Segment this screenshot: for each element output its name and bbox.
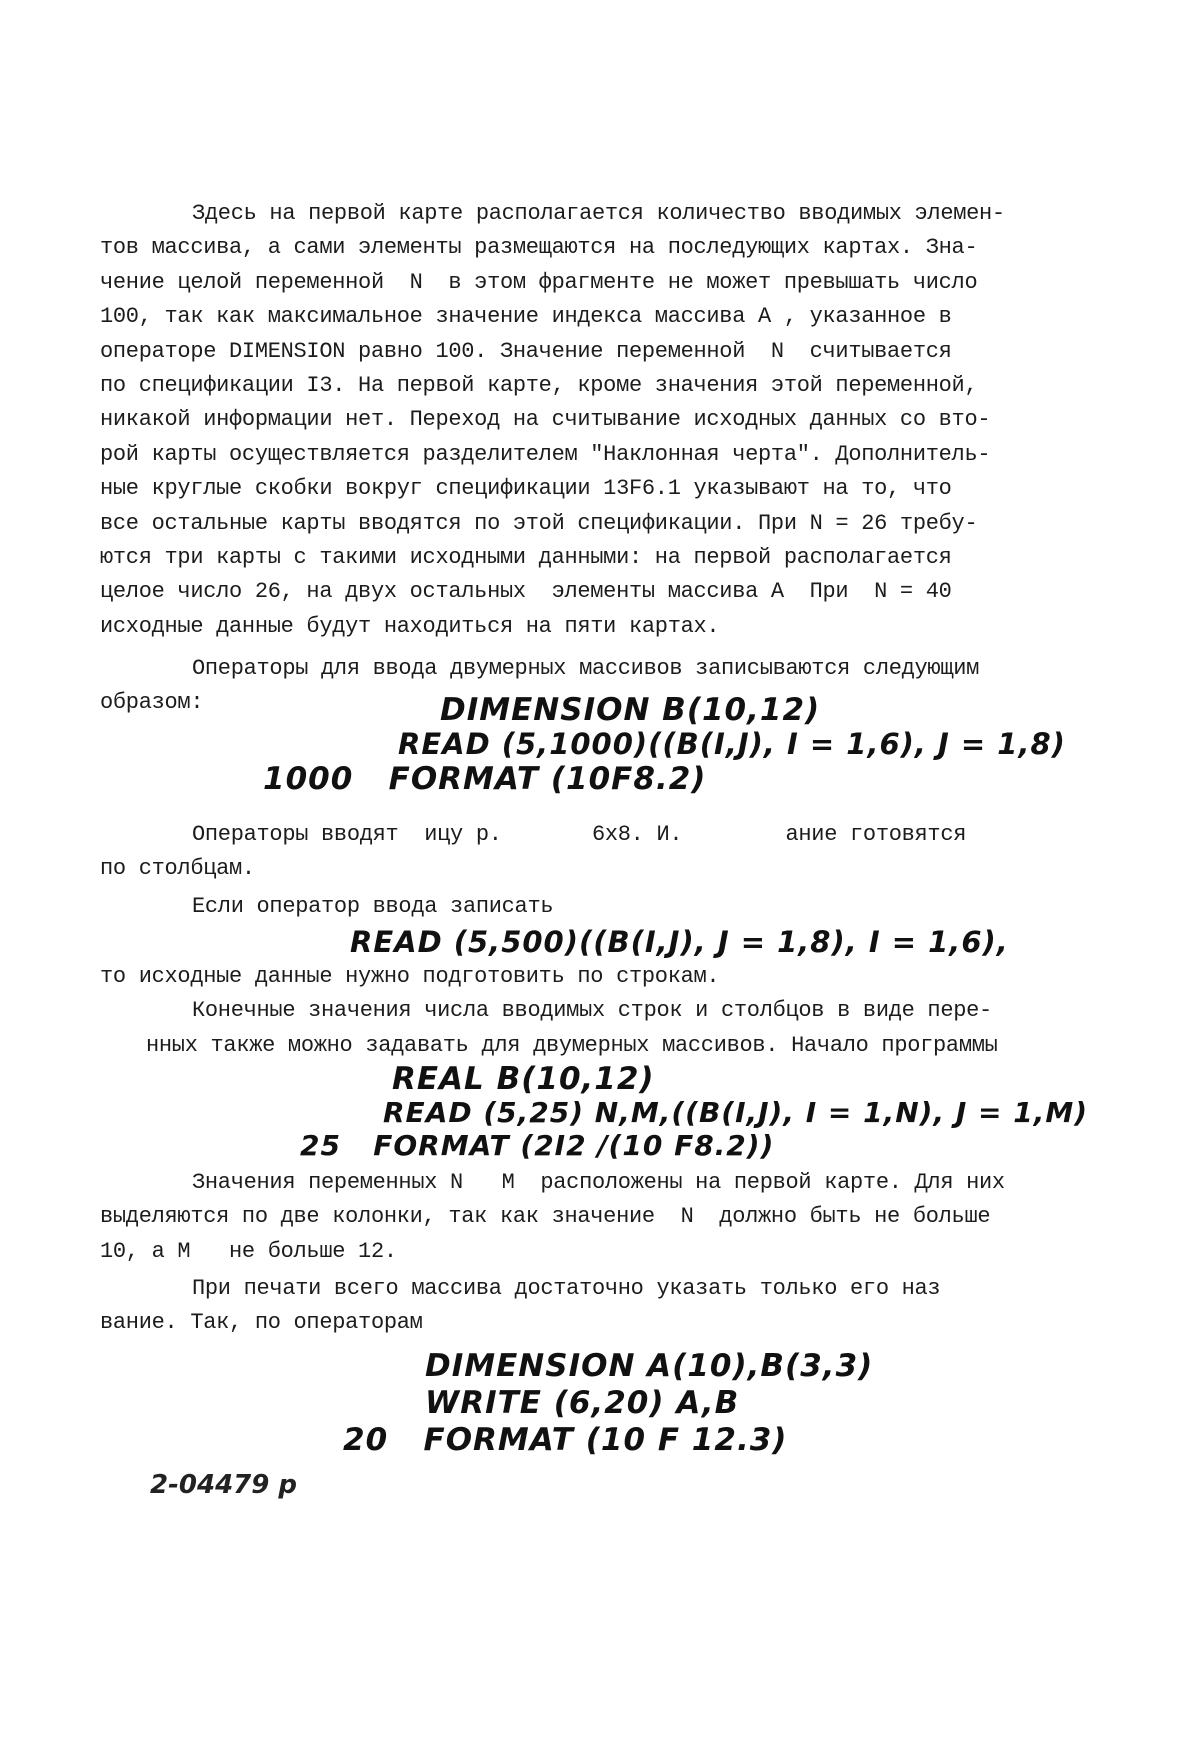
reference-number: 2-04479 р [150, 1470, 297, 1500]
text-line: ются три карты с такими исходными данными: на первой располагается [100, 544, 952, 570]
text-line: выделяются по две колонки, так как значение N должно быть не больше [100, 1204, 991, 1230]
text-line: Значения переменных N M расположены на первой карте. Для них [192, 1170, 1005, 1195]
code-line: READ (5,1000)((B(I,J), I = 1,6), J = 1,8) [398, 727, 1066, 761]
code-line: DIMENSION A(10),B(3,3) [425, 1348, 874, 1384]
text-line: Конечные значения числа вводимых строк и столбцов в виде пере- [192, 998, 992, 1024]
text-line: то исходные данные нужно подготовить по строкам. [100, 964, 720, 989]
code-line: DIMENSION B(10,12) [440, 692, 821, 728]
text-line: нных также можно задавать для двумерных массивов. Начало программы [146, 1032, 998, 1058]
text-line: рой карты осуществляется разделителем "Наклонная черта". Дополнитель- [100, 441, 991, 467]
text-line: по спецификации I3. На первой карте, кроме значения этой переменной, [100, 372, 978, 398]
paragraph-6 [100, 1166, 1090, 1269]
text-line: Если оператор ввода записать [192, 894, 554, 919]
text-line: Операторы для ввода двумерных массивов записываются следующим [192, 656, 980, 681]
paragraph-1 [100, 197, 1090, 644]
code-line: READ (5,500)((B(I,J), J = 1,8), I = 1,6), [350, 925, 1009, 959]
code-line: 25 FORMAT (2I2 /(10 F8.2)) [300, 1129, 775, 1162]
paragraph-7 [100, 1272, 1090, 1341]
text-line: исходные данные будут находиться на пяти картах. [100, 613, 720, 639]
text-line: При печати всего массива достаточно указать только его наз [192, 1276, 941, 1301]
text-line: операторе DIMENSION равно 100. Значение переменной N считывается [100, 338, 952, 364]
paragraph-5 [100, 960, 1090, 1063]
text-line: никакой информации нет. Переход на считывание исходных данных со вто- [100, 407, 991, 433]
code-line: REAL B(10,12) [392, 1061, 655, 1097]
text-line: чение целой переменной N в этом фрагменте не может превышать число [100, 269, 978, 295]
text-line: все остальные карты вводятся по этой спецификации. При N = 26 требу- [100, 510, 978, 536]
code-line: 20 FORMAT (10 F 12.3) [343, 1422, 788, 1458]
text-line: Операторы вводят ицу р. 6x8. И. ание готовятся [192, 822, 967, 847]
text-line: по столбцам. [100, 856, 255, 882]
code-line: READ (5,25) N,M,((B(I,J), I = 1,N), J = 1,M) [383, 1096, 1088, 1129]
text-line: целое число 26, на двух остальных элементы массива A При N = 40 [100, 579, 952, 605]
text-line: ные круглые скобки вокруг спецификации 13F6.1 указывают на то, что [100, 476, 952, 502]
paragraph-3 [100, 818, 1090, 887]
text-line: 10, а M не больше 12. [100, 1238, 397, 1264]
code-line: WRITE (6,20) A,B [425, 1385, 740, 1421]
paragraph-4 [100, 890, 1090, 924]
text-line: вание. Так, по операторам [100, 1310, 423, 1336]
code-line: 1000 FORMAT (10F8.2) [263, 761, 707, 797]
text-line: Здесь на первой карте располагается количество вводимых элемен- [192, 201, 1005, 226]
text-line: 100, так как максимальное значение индекса массива A , указанное в [100, 304, 952, 330]
text-line: образом: [100, 690, 204, 716]
text-line: тов массива, а сами элементы размещаются на последующих картах. Зна- [100, 235, 978, 261]
